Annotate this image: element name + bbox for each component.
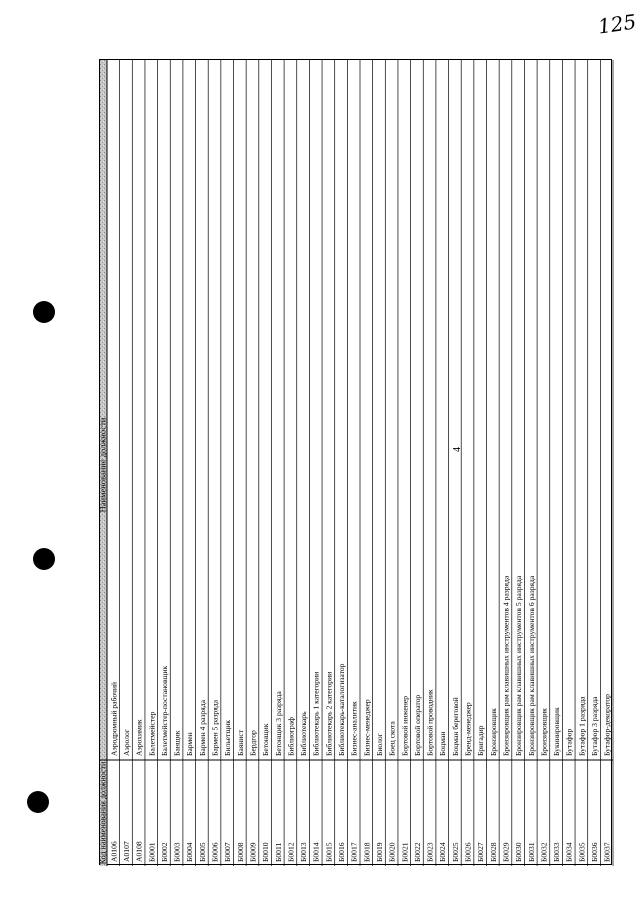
row-code: А0106 (109, 841, 119, 862)
row-code: Б0032 (539, 842, 549, 862)
row-name: Бильетщик (223, 720, 233, 756)
row-code: Б0011 (273, 842, 283, 862)
row-code: Б0034 (564, 842, 574, 862)
row-code: Б0024 (438, 842, 448, 862)
row-code: Б0013 (299, 842, 309, 862)
row-name: Бердгор (248, 730, 258, 756)
punch-hole-top (33, 301, 55, 323)
row-code: Б0006 (210, 842, 220, 862)
row-code: Б0001 (147, 842, 157, 862)
row-name: Бетонщик (261, 723, 271, 756)
row-name: Библиотекарь 2 категории (324, 671, 334, 756)
row-code: Б0029 (501, 842, 511, 862)
row-name: Бронзировщик рам клавишных инструментов 4 разряда (501, 575, 511, 756)
row-code: Б0020 (387, 842, 397, 862)
row-code: Б0008 (235, 842, 245, 862)
row-code: А0107 (121, 841, 131, 862)
row-code: Б0025 (450, 842, 460, 862)
row-name: Аэролог (121, 729, 131, 756)
row-name: Букинировщик (552, 707, 562, 756)
row-code: Б0037 (602, 842, 612, 862)
row-code: Б0010 (261, 842, 271, 862)
row-code: Б0026 (463, 842, 473, 862)
row-name: Бригадир (476, 725, 486, 756)
row-code: Б0036 (590, 842, 600, 862)
row-name: Бронзировщик (488, 708, 498, 756)
row-name: Аэродромный рабочий (109, 682, 119, 756)
row-name: Библиотекарь 1 категории (311, 671, 321, 756)
row-code: Б0009 (248, 842, 258, 862)
row-code: Б0035 (577, 842, 587, 862)
row-name: Боец скота (387, 721, 397, 756)
row-name: Библиотекарь-каталогизатор (337, 663, 347, 756)
positions-table-grid (97, 60, 613, 866)
row-name: Бортовой инженер (400, 695, 410, 756)
row-name: Боцман береговой (450, 697, 460, 756)
row-code: Б0016 (337, 842, 347, 862)
row-name: Библиограф (286, 717, 296, 756)
row-name: Бизнес-менеджер (362, 699, 372, 756)
row-name: Бронзировщик рам клавишных инструментов 5 разряда (514, 575, 524, 756)
row-name: Бармен 5 разряда (210, 700, 220, 756)
row-name: Бетонщик 3 разряда (273, 691, 283, 756)
row-code: Б0028 (488, 842, 498, 862)
row-name: Бутафор 3 разряда (590, 696, 600, 756)
row-code: Б0033 (552, 842, 562, 862)
row-code: Б0004 (185, 842, 195, 862)
page-number: 4 (452, 447, 463, 452)
row-code: Б0022 (412, 842, 422, 862)
row-name: Боцман (438, 731, 448, 756)
row-name: Бутафор-декоратор (602, 694, 612, 756)
positions-table (99, 59, 612, 865)
row-name: Бармен 4 разряда (197, 700, 207, 756)
row-name: Бизнес-аналитик (349, 701, 359, 756)
row-code: Б0027 (476, 842, 486, 862)
row-code: Б0014 (311, 842, 321, 862)
row-code: Б0030 (514, 842, 524, 862)
row-code: Б0023 (425, 842, 435, 862)
row-name: Бармен (185, 732, 195, 756)
row-name: Бренд-менеджер (463, 702, 473, 756)
row-name: Бронзировщик (539, 708, 549, 756)
row-code: Б0005 (197, 842, 207, 862)
row-name: Библиотекарь (299, 711, 309, 756)
row-code: Б0003 (172, 842, 182, 862)
row-name: Банщик (172, 730, 182, 756)
row-name: Аэрохимик (134, 719, 144, 756)
row-name: Бортовой проводник (425, 689, 435, 756)
row-code: Б0031 (526, 842, 536, 862)
punch-hole-middle (33, 548, 55, 570)
row-code: Б0012 (286, 842, 296, 862)
row-name: Бронзировщик рам клавишных инструментов 6 разряда (526, 575, 536, 756)
row-name: Бутафор (564, 728, 574, 756)
row-code: Б0015 (324, 842, 334, 862)
row-name: Балетмейстер (147, 711, 157, 756)
row-code: Б0019 (374, 842, 384, 862)
row-code: Б0017 (349, 842, 359, 862)
row-name: Биолог (374, 733, 384, 756)
row-code: Б0021 (400, 842, 410, 862)
row-code: Б0018 (362, 842, 372, 862)
row-code: А0108 (134, 841, 144, 862)
row-name: Балетмейстер-постановщик (159, 665, 169, 756)
punch-hole-bottom (27, 791, 49, 813)
row-name: Баянист (235, 729, 245, 756)
header-code: Код наименования должности (98, 761, 108, 865)
row-code: Б0002 (159, 842, 169, 862)
handwritten-page-number: 125 (596, 9, 638, 39)
header-name: Наименование должности (97, 417, 108, 513)
row-name: Бутафор 1 разряда (577, 696, 587, 756)
row-code: Б0007 (223, 842, 233, 862)
row-name: Бортовой оператор (412, 694, 422, 756)
